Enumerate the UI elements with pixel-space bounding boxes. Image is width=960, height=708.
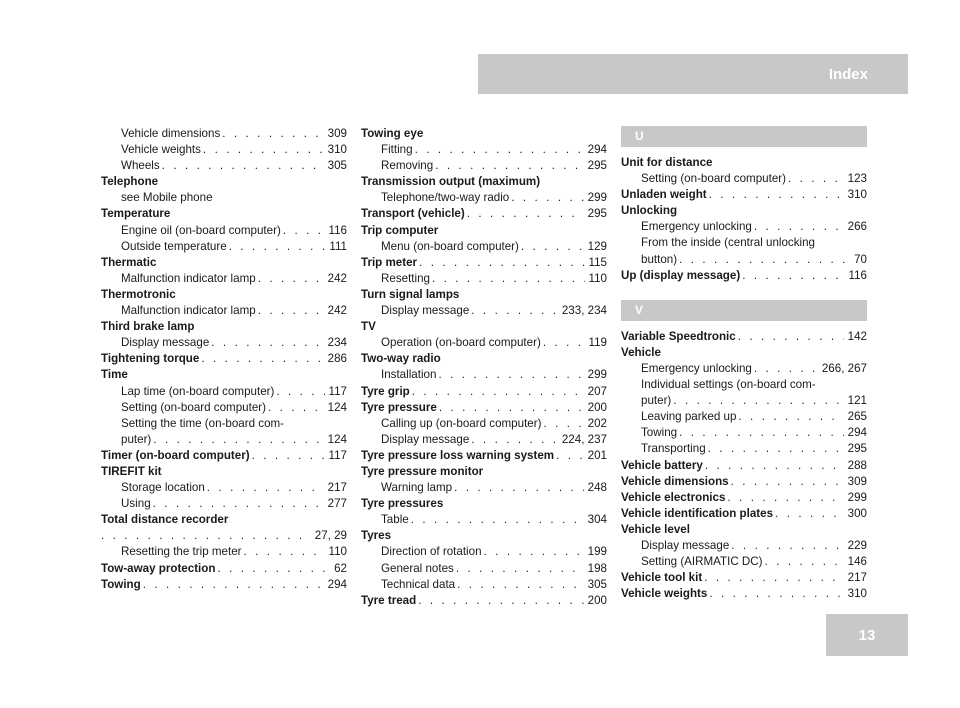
index-entry-thermatic [101,255,347,271]
page-reference: 310 [847,587,867,601]
entry-text: Two-way radio [361,352,441,366]
index-entry-tightening-torque [101,351,347,367]
entry-text: Tyre pressures [361,497,444,511]
entry-text: Setting (on-board computer) [121,400,266,414]
page-reference: 288 [847,458,867,472]
index-entry-total-distance-recorder [101,512,347,528]
dot-leader [738,329,844,345]
index-subentry-using [101,496,347,512]
entry-text: Tyre tread [361,593,417,607]
page-reference: 233, 234 [561,304,607,318]
index-subentry-fitting [361,142,607,158]
page-number-tab [826,614,908,656]
entry-text: Turn signal lamps [361,287,460,301]
page-reference: 121 [847,394,867,408]
entry-text: Warning lamp [381,481,453,495]
dot-leader [244,544,325,560]
dot-leader [457,577,584,593]
section-title: Index [828,65,868,83]
entry-text: Fitting [381,143,413,157]
dot-leader [742,268,844,284]
index-entry-tyres [361,528,607,544]
index-subentry-individual-settings-on-board-com [621,377,867,393]
index-subentry-puter [621,393,867,409]
entry-text: Lap time (on-board computer) [121,384,275,398]
dot-leader [709,586,843,602]
page-reference: 129 [587,239,607,253]
page-reference: 295 [587,207,607,221]
dot-leader [207,480,324,496]
dot-leader [454,480,584,496]
index-entry-trip-computer [361,223,607,239]
entry-text: Malfunction indicator lamp [121,271,256,285]
index-subentry-emergency-unlocking [621,219,867,235]
index-subentry-button [621,252,867,268]
index-subentry-emergency-unlocking [621,361,867,377]
entry-text: Vehicle weights [621,587,708,601]
entry-text: Tightening torque [101,352,200,366]
entry-text: Thermotronic [101,287,176,301]
index-entry-towing-eye [361,126,607,142]
dot-leader [201,351,323,367]
page-reference: 242 [327,271,347,285]
page-reference: 304 [587,513,607,527]
index-entry-third-brake-lamp [101,319,347,335]
dot-leader [276,384,324,400]
dot-leader [673,393,843,409]
dot-leader [754,219,844,235]
index-entry-vehicle-dimensions [621,474,867,490]
entry-text: Wheels [121,159,160,173]
page-reference: 123 [847,172,867,186]
index-subentry-resetting-the-trip-meter [101,544,347,560]
index-entry-tyre-tread [361,593,607,609]
index-entry-tyre-pressure-loss-warning-system [361,448,607,464]
index-subentry-telephone-two-way-radio [361,190,607,206]
entry-text: TV [361,320,376,334]
index-entry-vehicle [621,345,867,361]
index-subentry-menu-on-board-computer [361,239,607,255]
index-subentry-outside-temperature [101,239,347,255]
dot-leader [438,367,583,383]
page-reference: 117 [328,448,347,462]
index-entry-tyre-grip [361,384,607,400]
entry-text: General notes [381,561,454,575]
letter-heading-u: U [621,126,867,147]
entry-text: Timer (on-board computer) [101,448,250,462]
entry-text: Display message [121,336,210,350]
entry-text: Emergency unlocking [641,220,752,234]
page-reference: 116 [848,268,867,282]
entry-text: Telephone/two-way radio [381,191,510,205]
page-reference: 234 [327,336,347,350]
index-entry-transport-vehicle [361,206,607,222]
entry-text: Engine oil (on-board computer) [121,223,281,237]
entry-text: Installation [381,368,437,382]
entry-text: Vehicle tool kit [621,571,703,585]
page-reference: 310 [847,188,867,202]
entry-text: Transport (vehicle) [361,207,465,221]
entry-text: Vehicle level [621,522,690,536]
page-reference: 217 [847,571,867,585]
dot-leader [727,490,843,506]
entry-text: button) [641,252,678,266]
entry-text: Display message [381,304,470,318]
index-entry-unit-for-distance [621,155,867,171]
index-subentry-resetting [361,271,607,287]
page-reference: 110 [588,271,607,285]
index-entry-tow-away-protection [101,561,347,577]
dot-leader [153,432,323,448]
entry-text: Vehicle weights [121,143,201,157]
index-entry-vehicle-battery [621,458,867,474]
page-reference: 207 [587,384,607,398]
entry-text: Third brake lamp [101,320,195,334]
index-subentry-puter [101,432,347,448]
dot-leader [283,223,325,239]
page-reference: 242 [327,304,347,318]
index-subentry-general-notes [361,561,607,577]
page-reference: 217 [327,481,347,495]
index-entry-turn-signal-lamps [361,287,607,303]
dot-leader [484,544,584,560]
index-subentry-calling-up-on-board-computer [361,416,607,432]
page-reference: 70 [854,252,867,266]
dot-leader [556,448,584,464]
entry-text: Tyres [361,529,392,543]
page-reference: 224, 237 [561,432,607,446]
entry-text: Malfunction indicator lamp [121,304,256,318]
index-entry-temperature [101,206,347,222]
dot-leader [217,561,330,577]
index-entry-two-way-radio [361,351,607,367]
index-subentry-setting-on-board-computer [101,400,347,416]
page-reference: 295 [847,442,867,456]
entry-text: Display message [381,432,470,446]
index-subentry-display-message [361,432,607,448]
dot-leader [211,335,323,351]
index-entry-vehicle-electronics [621,490,867,506]
dot-leader [775,506,844,522]
page-reference: 299 [847,490,867,504]
entry-text: Emergency unlocking [641,361,752,375]
index-entry-trip-meter [361,255,607,271]
index-column-1 [101,126,347,593]
entry-text: Display message [641,538,730,552]
dot-leader [439,400,584,416]
entry-text: Vehicle identification plates [621,506,774,520]
index-subentry-technical-data [361,577,607,593]
entry-text: Towing eye [361,127,424,140]
index-entry-time [101,367,347,383]
index-subentry-direction-of-rotation [361,544,607,560]
index-subentry-vehicle-weights [101,142,347,158]
index-subentry-operation-on-board-computer [361,335,607,351]
dot-leader [738,409,843,425]
page-reference: 110 [328,545,347,559]
entry-text: From the inside (central unlocking [641,236,815,250]
index-subentry-leaving-parked-up [621,409,867,425]
page-reference: 200 [587,400,607,414]
section-gap [621,284,867,300]
entry-text: Transporting [641,442,706,456]
dot-leader [143,577,324,593]
entry-text: Unlocking [621,204,678,218]
page-reference: 305 [587,577,607,591]
dot-leader [704,570,843,586]
entry-text: Temperature [101,207,171,221]
index-subentry-towing [621,425,867,441]
index-subentry-warning-lamp [361,480,607,496]
entry-text: Tyre pressure monitor [361,464,484,478]
page-reference: 309 [327,127,347,140]
entry-text: Tow-away protection [101,561,216,575]
dot-leader [709,187,844,203]
entry-text: Setting the time (on-board com- [121,416,285,430]
index-subentry-malfunction-indicator-lamp [101,271,347,287]
entry-text: Storage location [121,481,205,495]
entry-text: Trip computer [361,223,439,237]
dot-leader [432,271,585,287]
index-subentry-lap-time-on-board-computer [101,384,347,400]
entry-text: Setting (AIRMATIC DC) [641,555,763,569]
section-title-tab [478,54,908,94]
dot-leader [229,239,326,255]
dot-leader [419,255,584,271]
dot-leader [511,190,583,206]
page-reference: 295 [587,159,607,173]
index-entry-tyre-pressure-monitor [361,464,607,480]
dot-leader [415,142,584,158]
entry-text: puter) [121,432,152,446]
dot-leader [731,538,843,554]
entry-text: Menu (on-board computer) [381,239,519,253]
index-entry-up-display-message [621,268,867,284]
dot-leader [754,361,818,377]
entry-text: Thermatic [101,255,157,269]
entry-text: Resetting the trip meter [121,545,242,559]
entry-text: Removing [381,159,434,173]
entry-text: Vehicle dimensions [121,127,221,140]
index-entry-vehicle-weights [621,586,867,602]
page-reference: 201 [587,448,607,462]
page-reference: 305 [327,159,347,173]
dot-leader [788,171,844,187]
page-reference: 286 [327,352,347,366]
entry-text: Towing [641,426,678,440]
index-subentry-installation [361,367,607,383]
index-subentry-setting-airmatic-dc [621,554,867,570]
page-reference: 294 [847,426,867,440]
page-reference: 200 [587,593,607,607]
index-subentry-see-mobile-phone [101,190,347,206]
entry-text: Vehicle [621,345,661,359]
dot-leader [153,496,324,512]
entry-text: Table [381,513,409,527]
dot-leader [101,528,311,544]
index-entry-unladen-weight [621,187,867,203]
letter-heading-v: V [621,300,867,321]
index-subentry-display-message [621,538,867,554]
entry-text: Setting (on-board computer) [641,172,786,186]
index-entry-tyre-pressures [361,496,607,512]
page-reference: 266 [847,220,867,234]
page-number: 13 [858,626,876,644]
dot-leader [471,303,558,319]
entry-text: Vehicle dimensions [621,474,729,488]
entry-text: Technical data [381,577,456,591]
index-entry-towing [101,577,347,593]
page-reference: 309 [847,474,867,488]
entry-text: Unladen weight [621,188,707,202]
index-subentry-malfunction-indicator-lamp [101,303,347,319]
entry-text: Transmission output (maximum) [361,175,541,189]
index-entry-transmission-output-maximum [361,174,607,190]
dot-leader [456,561,584,577]
dot-leader [679,425,844,441]
page-reference: 124 [327,432,347,446]
page-reference: 300 [847,506,867,520]
entry-text: Up (display message) [621,268,741,282]
index-subentry-setting-on-board-computer [621,171,867,187]
page-reference: 119 [588,336,607,350]
entry-text: Variable Speedtronic [621,329,736,343]
dot-leader [471,432,558,448]
dot-leader [467,206,584,222]
page-reference: 294 [587,143,607,157]
page-reference: 111 [329,239,347,253]
entry-text: Operation (on-board computer) [381,336,541,350]
dot-leader [543,335,585,351]
index-subentry-table [361,512,607,528]
index-subentry-storage-location [101,480,347,496]
index-subentry-transporting [621,441,867,457]
page-reference: 116 [328,223,347,237]
index-column-3 [621,126,867,602]
entry-text: Outside temperature [121,239,227,253]
page-reference: 146 [847,555,867,569]
index-entry-tv [361,319,607,335]
entry-text: Telephone [101,175,159,189]
page-reference: 299 [587,368,607,382]
entry-text: Tyre pressure [361,400,437,414]
entry-text: Using [121,497,151,511]
page-reference: 142 [847,329,867,343]
index-column-2 [361,126,607,609]
dot-leader [203,142,324,158]
page-reference: 199 [587,545,607,559]
page-reference: 202 [587,416,607,430]
page-reference: 294 [327,577,347,591]
entry-text: TIREFIT kit [101,464,162,478]
page-reference: 229 [847,538,867,552]
index-subentry-engine-oil-on-board-computer [101,223,347,239]
index-entry-unlocking [621,203,867,219]
index-entry-variable-speedtronic [621,329,867,345]
index-entry-thermotronic [101,287,347,303]
dot-leader [222,126,323,142]
index-entry-vehicle-identification-plates [621,506,867,522]
dot-leader [268,400,324,416]
dot-leader [411,512,584,528]
page-reference: 124 [327,400,347,414]
dot-leader [765,554,844,570]
index-subentry-vehicle-dimensions [101,126,347,142]
entry-text: puter) [641,394,672,408]
index-subentry-display-message [361,303,607,319]
page-reference: 299 [587,191,607,205]
page-reference: 198 [587,561,607,575]
entry-text: Total distance recorder [101,513,229,527]
page-reference: 277 [327,497,347,511]
dot-leader [412,384,584,400]
index-entry-timer-on-board-computer [101,448,347,464]
dot-leader [731,474,844,490]
dot-leader [418,593,583,609]
entry-text: Tyre grip [361,384,410,398]
dot-leader [258,271,324,287]
page-reference: 62 [334,561,347,575]
entry-text: Individual settings (on-board com- [641,378,816,392]
page-reference: 27, 29 [314,529,347,543]
entry-text: Trip meter [361,255,418,269]
entry-text: see Mobile phone [121,191,213,205]
entry-text: Towing [101,577,141,591]
entry-text: Tyre pressure loss warning system [361,448,555,462]
index-entry-tirefit-kit [101,464,347,480]
index-subentry-wheels [101,158,347,174]
index-subentry-from-the-inside-central-unlocking [621,235,867,251]
entry-text: Leaving parked up [641,410,737,424]
entry-text: Vehicle battery [621,458,703,472]
dot-leader [705,458,844,474]
entry-text: Time [101,368,128,382]
page-reference: 266, 267 [821,361,867,375]
dot-leader [162,158,324,174]
index-entry-telephone [101,174,347,190]
index-entry-tyre-pressure [361,400,607,416]
page-reference: 310 [327,143,347,157]
entry-text: Direction of rotation [381,545,482,559]
index-subentry-setting-the-time-on-board-com [101,416,347,432]
dot-leader [543,416,583,432]
dot-leader [521,239,584,255]
index-subentry-display-message [101,335,347,351]
page-reference: 265 [847,410,867,424]
entry-text: Resetting [381,271,430,285]
entry-text: Vehicle electronics [621,490,726,504]
page-reference: 117 [328,384,347,398]
dot-leader [258,303,324,319]
entry-text: Unit for distance [621,156,713,169]
index-subentry-removing [361,158,607,174]
entry-text: Calling up (on-board computer) [381,416,542,430]
index-subentry-continuation [101,528,347,544]
page-reference: 248 [587,481,607,495]
page-reference: 115 [588,255,607,269]
index-entry-vehicle-tool-kit [621,570,867,586]
dot-leader [252,448,325,464]
dot-leader [435,158,583,174]
dot-leader [708,441,844,457]
index-entry-vehicle-level [621,522,867,538]
dot-leader [679,252,850,268]
